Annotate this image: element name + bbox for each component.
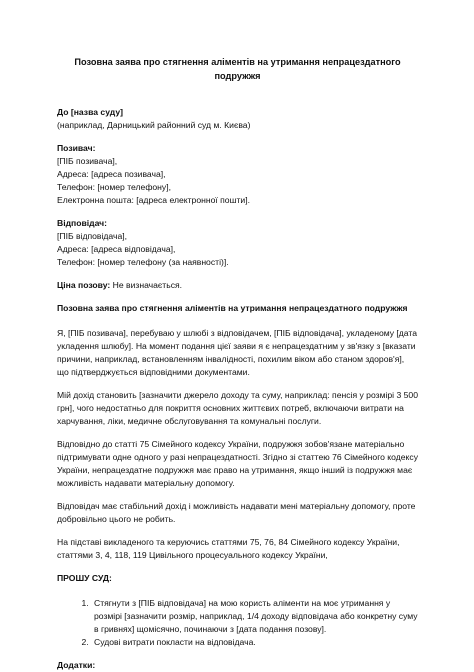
claim-price-value: Не визначається. [110,280,183,290]
defendant-phone: Телефон: [номер телефону (за наявності)]. [57,257,229,267]
document-title: Позовна заява про стягнення аліментів на утримання непрацездатного подружжя [74,57,401,81]
plaintiff-name: [ПІБ позивача], [57,156,118,166]
defendant-block [57,217,418,269]
plaintiff-block [57,142,418,207]
paragraph: Відповідно до статті 75 Сімейного кодексу України, подружжя зобов'язане матеріально підтримувати одне одного у разі непрацездатності. Згідно зі статтею 76 Сімейного кодексу України, непрацездатне подружжя має право на утримання, якщо інший із подружжя має можливість надавати матеріальну допомогу. [57,439,419,488]
request-item: 2. Судові витрати покласти на відповідача. [91,636,418,649]
plaintiff-label: Позивач: [57,143,96,153]
plaintiff-address: Адреса: [адреса позивача], [57,169,166,179]
paragraph: Відповідач має стабільний дохід і можливість надавати мені матеріальну допомогу, проте добровільно цього не робить. [57,501,416,524]
paragraph: Я, [ПІБ позивача], перебуваю у шлюбі з відповідачем, [ПІБ відповідача], укладеному [дата укладення шлюбу]. На момент подання цієї заяви я є непрацездатним у зв'язку з [вказати причини, наприклад, встановленням інвалідності, похилим віком або станом здоров'я], що підтверджується відповідними документами. [57,328,418,377]
attachments-label: Додатки: [57,660,96,670]
claim-price [57,279,418,292]
statement-heading: Позовна заява про стягнення аліментів на утримання непрацездатного подружжя [57,303,408,313]
claim-price-label: Ціна позову: [57,280,111,290]
court-block [57,106,418,132]
defendant-name: [ПІБ відповідача], [57,231,128,241]
request-heading: ПРОШУ СУД: [57,573,112,583]
court-label: До [назва суду] [57,107,123,117]
request-list [57,597,418,649]
defendant-label: Відповідач: [57,218,108,228]
paragraph: Мій дохід становить [зазначити джерело доходу та суму, наприклад: пенсія у розмірі 3 500 грн], чого недостатньо для покриття основних життєвих потреб, включаючи витрати на харчування, ліки, медичне обслуговування та комунальні послуги. [57,390,418,426]
defendant-address: Адреса: [адреса відповідача], [57,244,176,254]
court-example: (наприклад, Дарницький районний суд м. Києва) [57,120,251,130]
plaintiff-email: Електронна пошта: [адреса електронної пошти]. [57,195,250,205]
plaintiff-phone: Телефон: [номер телефону], [57,182,171,192]
request-item: 1. Стягнути з [ПІБ відповідача] на мою користь аліменти на моє утримання у розмірі [зазначити розмір, наприклад, 1/4 доходу відповідача або конкретну суму в гривнях] щомісячно, починаючи з [дата подання позову]. [91,597,418,636]
paragraph: На підставі викладеного та керуючись статтями 75, 76, 84 Сімейного кодексу України, статтями 3, 4, 118, 119 Цивільного процесуального кодексу України, [57,537,400,560]
